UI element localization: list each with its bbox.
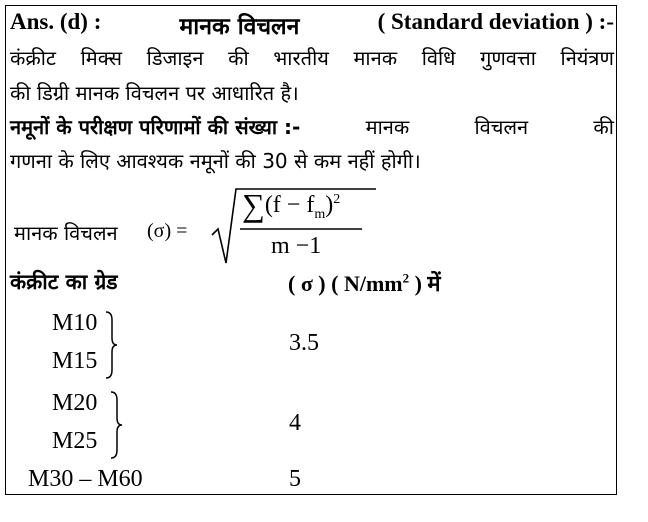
word: डिजाइन (146, 46, 204, 70)
standard-deviation-formula (14, 183, 394, 265)
word: मिक्स (80, 46, 123, 70)
summation-symbol: ∑ (242, 187, 265, 223)
heading-english-title: ( Standard deviation ) :- (377, 9, 614, 34)
formula-exponent: 2 (333, 192, 341, 207)
grade-m25: M25 (52, 428, 98, 454)
sigma-value-m10-m15: 3.5 (289, 330, 319, 356)
right-brace-icon (103, 310, 119, 380)
word: की (228, 46, 249, 70)
word: विधि (421, 46, 456, 70)
word: की (593, 115, 614, 139)
grade-m20: M20 (52, 390, 98, 416)
grade-m10: M10 (52, 310, 98, 336)
sigma-value-m30-m60: 5 (289, 466, 301, 492)
grade-column-header: कंक्रीट का ग्रेड (10, 270, 118, 294)
formula-numerator (242, 187, 340, 224)
formula-denominator: m −1 (271, 233, 322, 259)
word: विचलन (474, 115, 529, 139)
word: भारतीय (273, 46, 329, 70)
right-brace-icon (108, 390, 124, 460)
paragraph-1-line-2: की डिग्री मानक विचलन पर आधारित है। (10, 81, 299, 105)
word: गुणवत्ता (480, 46, 536, 70)
formula-sigma-equals: (σ) = (147, 220, 188, 242)
word: मानक (365, 115, 410, 139)
grade-m30-m60: M30 – M60 (28, 466, 143, 492)
paragraph-2-line-2: गणना के लिए आवश्यक नमूनों की 30 से कम नहीं होगी। (10, 149, 421, 173)
formula-subscript-m: m (314, 206, 326, 222)
word: कंक्रीट (10, 46, 56, 70)
formula-f-term: (f − f (264, 192, 315, 218)
samples-label: नमूनों के परीक्षण परिणामों की संख्या :- (10, 115, 301, 139)
word: मानक (353, 46, 398, 70)
paragraph-1-line-1 (10, 44, 614, 71)
formula-close-paren: ) (325, 192, 334, 218)
formula-label: मानक विचलन (14, 221, 118, 245)
word: नियंत्रण (560, 46, 614, 70)
sigma-column-header: ( σ ) ( $N/mm^2$ ) में (288, 270, 441, 296)
paragraph-2-line-1 (10, 113, 614, 140)
heading-hindi-title: मानक विचलन (179, 14, 300, 40)
grade-m15: M15 (52, 348, 98, 374)
answer-label: Ans. (d) : (10, 9, 102, 34)
sigma-value-m20-m25: 4 (289, 410, 301, 436)
answer-heading (10, 9, 614, 41)
